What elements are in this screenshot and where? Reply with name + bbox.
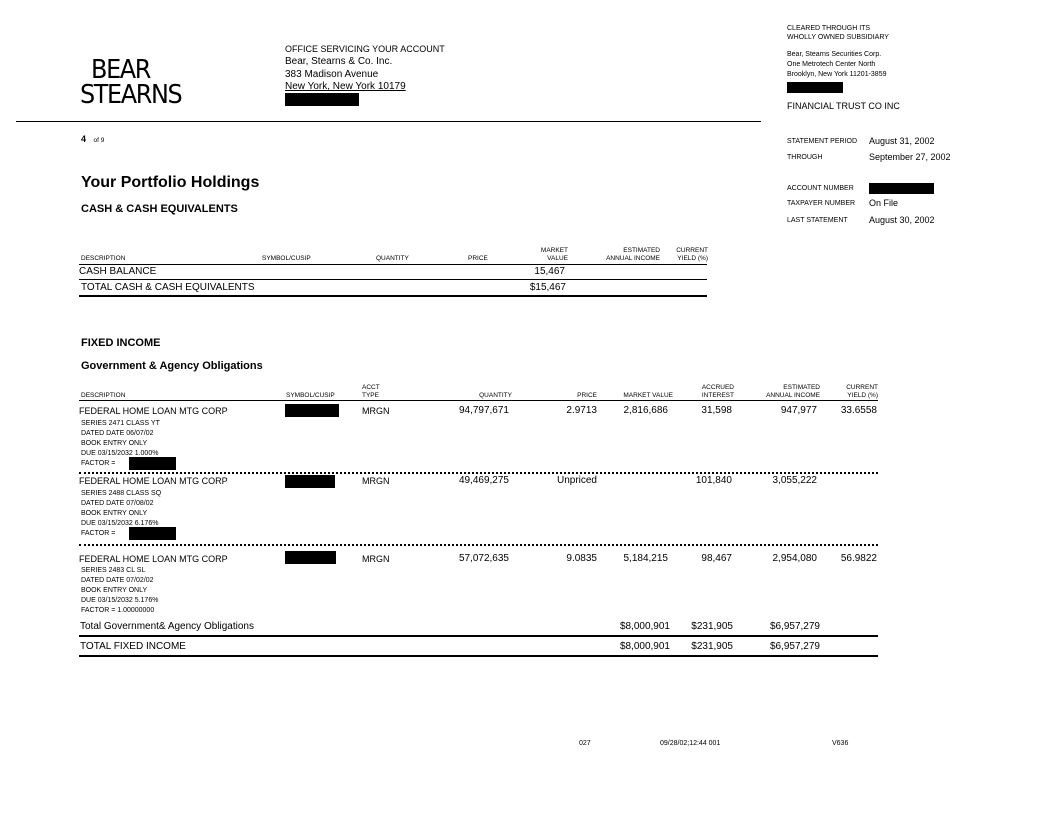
footer-code-2: 09/28/02;12:44 001 bbox=[660, 740, 721, 747]
detail-line: DUE 03/15/2032 5.176% bbox=[81, 597, 159, 604]
market-value: 5,184,215 bbox=[623, 553, 668, 564]
col-est-income-line2: ANNUAL INCOME bbox=[766, 392, 820, 399]
col-market-value-line1: MARKET bbox=[540, 247, 568, 254]
cash-row-rule bbox=[79, 279, 707, 280]
detail-line: DUE 03/15/2032 1.000% bbox=[81, 450, 159, 457]
current-yield: 33.6558 bbox=[840, 405, 877, 416]
detail-line: DATED DATE 07/02/02 bbox=[81, 577, 154, 584]
taxpayer-value: On File bbox=[869, 198, 899, 208]
detail-line: SERIES 2488 CLASS SQ bbox=[81, 490, 162, 497]
footer-code-3: V636 bbox=[832, 740, 849, 747]
page-current: 4 bbox=[81, 134, 87, 144]
est-income: 2,954,080 bbox=[772, 553, 817, 564]
detail-line: BOOK ENTRY ONLY bbox=[81, 510, 148, 517]
price: Unpriced bbox=[556, 475, 597, 486]
cash-header-rule bbox=[79, 264, 707, 265]
bear-stearns-logo bbox=[80, 55, 182, 110]
total-rule bbox=[79, 655, 878, 657]
logo-line-2: STEARNS bbox=[80, 80, 182, 110]
clearing-line-1: CLEARED THROUGH ITS bbox=[787, 25, 871, 32]
col-market-value-line2: VALUE bbox=[547, 255, 568, 262]
clearing-street: One Metrotech Center North bbox=[787, 61, 876, 68]
last-statement-value: August 30, 2002 bbox=[869, 215, 935, 225]
cash-balance-label: CASH BALANCE bbox=[79, 266, 157, 277]
cash-total-value: $15,467 bbox=[529, 282, 566, 293]
subtotal-market-value: $8,000,901 bbox=[619, 621, 670, 632]
account-label: ACCOUNT NUMBER bbox=[787, 185, 854, 192]
total-accrued: $231,905 bbox=[691, 641, 733, 652]
detail-line: SERIES 2471 CLASS YT bbox=[81, 420, 160, 427]
redacted-box bbox=[129, 457, 176, 470]
col-yield-line2: YIELD (%) bbox=[677, 255, 708, 262]
redacted-box bbox=[285, 93, 359, 106]
col-quantity: QUANTITY bbox=[376, 255, 409, 262]
fixed-section-subtitle: Government & Agency Obligations bbox=[81, 360, 263, 372]
col-market-value: MARKET VALUE bbox=[623, 392, 673, 399]
col-yield-line1: CURRENT bbox=[676, 247, 708, 254]
through-value: September 27, 2002 bbox=[869, 152, 951, 162]
col-yield bbox=[830, 384, 878, 400]
acct-type: MRGN bbox=[362, 476, 390, 486]
detail-line: DUE 03/15/2032 6.176% bbox=[81, 520, 159, 527]
col-market-value bbox=[500, 247, 568, 263]
col-acct-line2: TYPE bbox=[362, 392, 379, 399]
col-yield-line2: YIELD (%) bbox=[847, 392, 878, 399]
fixed-header-rule bbox=[79, 400, 878, 401]
price: 2.9713 bbox=[566, 405, 597, 416]
office-name: Bear, Stearns & Co. Inc. bbox=[285, 56, 393, 67]
col-est-income-line1: ESTIMATED bbox=[623, 247, 660, 254]
clearing-line-2: WHOLLY OWNED SUBSIDIARY bbox=[787, 34, 889, 41]
col-description: DESCRIPTION bbox=[81, 392, 126, 399]
col-yield bbox=[660, 247, 708, 263]
header-divider bbox=[16, 121, 761, 122]
detail-line: BOOK ENTRY ONLY bbox=[81, 440, 148, 447]
col-symbol: SYMBOL/CUSIP bbox=[262, 255, 311, 262]
security-name: FEDERAL HOME LOAN MTG CORP bbox=[79, 406, 228, 416]
taxpayer-label: TAXPAYER NUMBER bbox=[787, 200, 856, 207]
cash-total-rule bbox=[79, 295, 707, 297]
security-name: FEDERAL HOME LOAN MTG CORP bbox=[79, 554, 228, 564]
cash-total-label: TOTAL CASH & CASH EQUIVALENTS bbox=[81, 282, 255, 293]
clearing-city: Brooklyn, New York 11201-3859 bbox=[787, 71, 887, 78]
cash-balance-value: 15,467 bbox=[534, 266, 565, 277]
col-acct-type bbox=[362, 384, 380, 400]
redacted-box bbox=[869, 183, 934, 194]
redacted-box bbox=[285, 404, 339, 417]
accrued-interest: 101,840 bbox=[695, 475, 732, 486]
est-income: 947,977 bbox=[780, 405, 817, 416]
redacted-box bbox=[285, 551, 336, 564]
quantity: 57,072,635 bbox=[458, 553, 509, 564]
detail-line: BOOK ENTRY ONLY bbox=[81, 587, 148, 594]
redacted-box bbox=[787, 82, 843, 93]
security-details bbox=[81, 566, 158, 616]
col-acct-line1: ACCT bbox=[362, 384, 380, 391]
page-title: Your Portfolio Holdings bbox=[81, 174, 260, 191]
col-price: PRICE bbox=[577, 392, 597, 399]
client-name: FINANCIAL TRUST CO INC bbox=[787, 101, 900, 111]
period-value: August 31, 2002 bbox=[869, 136, 935, 146]
redacted-box bbox=[129, 527, 176, 540]
est-income: 3,055,222 bbox=[772, 475, 817, 486]
col-yield-line1: CURRENT bbox=[846, 384, 878, 391]
row-separator bbox=[79, 472, 878, 474]
through-label: THROUGH bbox=[787, 154, 823, 161]
subtotal-label: Total Government& Agency Obligations bbox=[80, 621, 254, 632]
period-label: STATEMENT PERIOD bbox=[787, 138, 858, 145]
quantity: 94,797,671 bbox=[458, 405, 509, 416]
col-accrued-line2: INTEREST bbox=[701, 392, 734, 399]
detail-line: DATED DATE 07/08/02 bbox=[81, 500, 154, 507]
col-symbol: SYMBOL/CUSIP bbox=[286, 392, 335, 399]
col-accrued bbox=[680, 384, 734, 400]
office-street: 383 Madison Avenue bbox=[285, 69, 379, 80]
clearing-name: Bear, Stearns Securities Corp. bbox=[787, 51, 882, 58]
col-description: DESCRIPTION bbox=[81, 255, 126, 262]
cash-section-title: CASH & CASH EQUIVALENTS bbox=[81, 203, 238, 215]
col-est-income bbox=[580, 247, 660, 263]
logo-line-1: BEAR bbox=[91, 55, 151, 85]
detail-line: FACTOR = bbox=[81, 460, 116, 467]
total-income: $6,957,279 bbox=[769, 641, 820, 652]
col-quantity: QUANTITY bbox=[479, 392, 512, 399]
acct-type: MRGN bbox=[362, 406, 390, 416]
col-est-income bbox=[740, 384, 820, 400]
col-est-income-line1: ESTIMATED bbox=[783, 384, 820, 391]
quantity: 49,469,275 bbox=[458, 475, 509, 486]
subtotal-income: $6,957,279 bbox=[769, 621, 820, 632]
detail-line: SERIES 2483 CL SL bbox=[81, 567, 146, 574]
col-est-income-line2: ANNUAL INCOME bbox=[606, 255, 660, 262]
security-name: FEDERAL HOME LOAN MTG CORP bbox=[79, 476, 228, 486]
detail-line: FACTOR = 1.00000000 bbox=[81, 607, 155, 614]
market-value: 2,816,686 bbox=[623, 405, 668, 416]
acct-type: MRGN bbox=[362, 554, 390, 564]
page-of: of 9 bbox=[93, 137, 105, 144]
total-label: TOTAL FIXED INCOME bbox=[80, 641, 186, 652]
current-yield: 56.9822 bbox=[840, 553, 877, 564]
col-price: PRICE bbox=[468, 255, 488, 262]
accrued-interest: 98,467 bbox=[701, 553, 732, 564]
price: 9.0835 bbox=[566, 553, 597, 564]
accrued-interest: 31,598 bbox=[701, 405, 732, 416]
office-city: New York, New York 10179 bbox=[285, 81, 406, 92]
footer-code-1: 027 bbox=[579, 740, 591, 747]
page-number bbox=[81, 129, 104, 147]
detail-line: FACTOR = bbox=[81, 530, 116, 537]
office-heading: OFFICE SERVICING YOUR ACCOUNT bbox=[285, 44, 445, 54]
last-statement-label: LAST STATEMENT bbox=[787, 217, 848, 224]
total-market-value: $8,000,901 bbox=[619, 641, 670, 652]
detail-line: DATED DATE 06/07/02 bbox=[81, 430, 154, 437]
redacted-box bbox=[285, 475, 335, 488]
fixed-section-title: FIXED INCOME bbox=[81, 337, 161, 349]
row-separator bbox=[79, 544, 878, 546]
subtotal-rule bbox=[79, 635, 878, 637]
subtotal-accrued: $231,905 bbox=[691, 621, 733, 632]
col-accrued-line1: ACCRUED bbox=[701, 384, 734, 391]
